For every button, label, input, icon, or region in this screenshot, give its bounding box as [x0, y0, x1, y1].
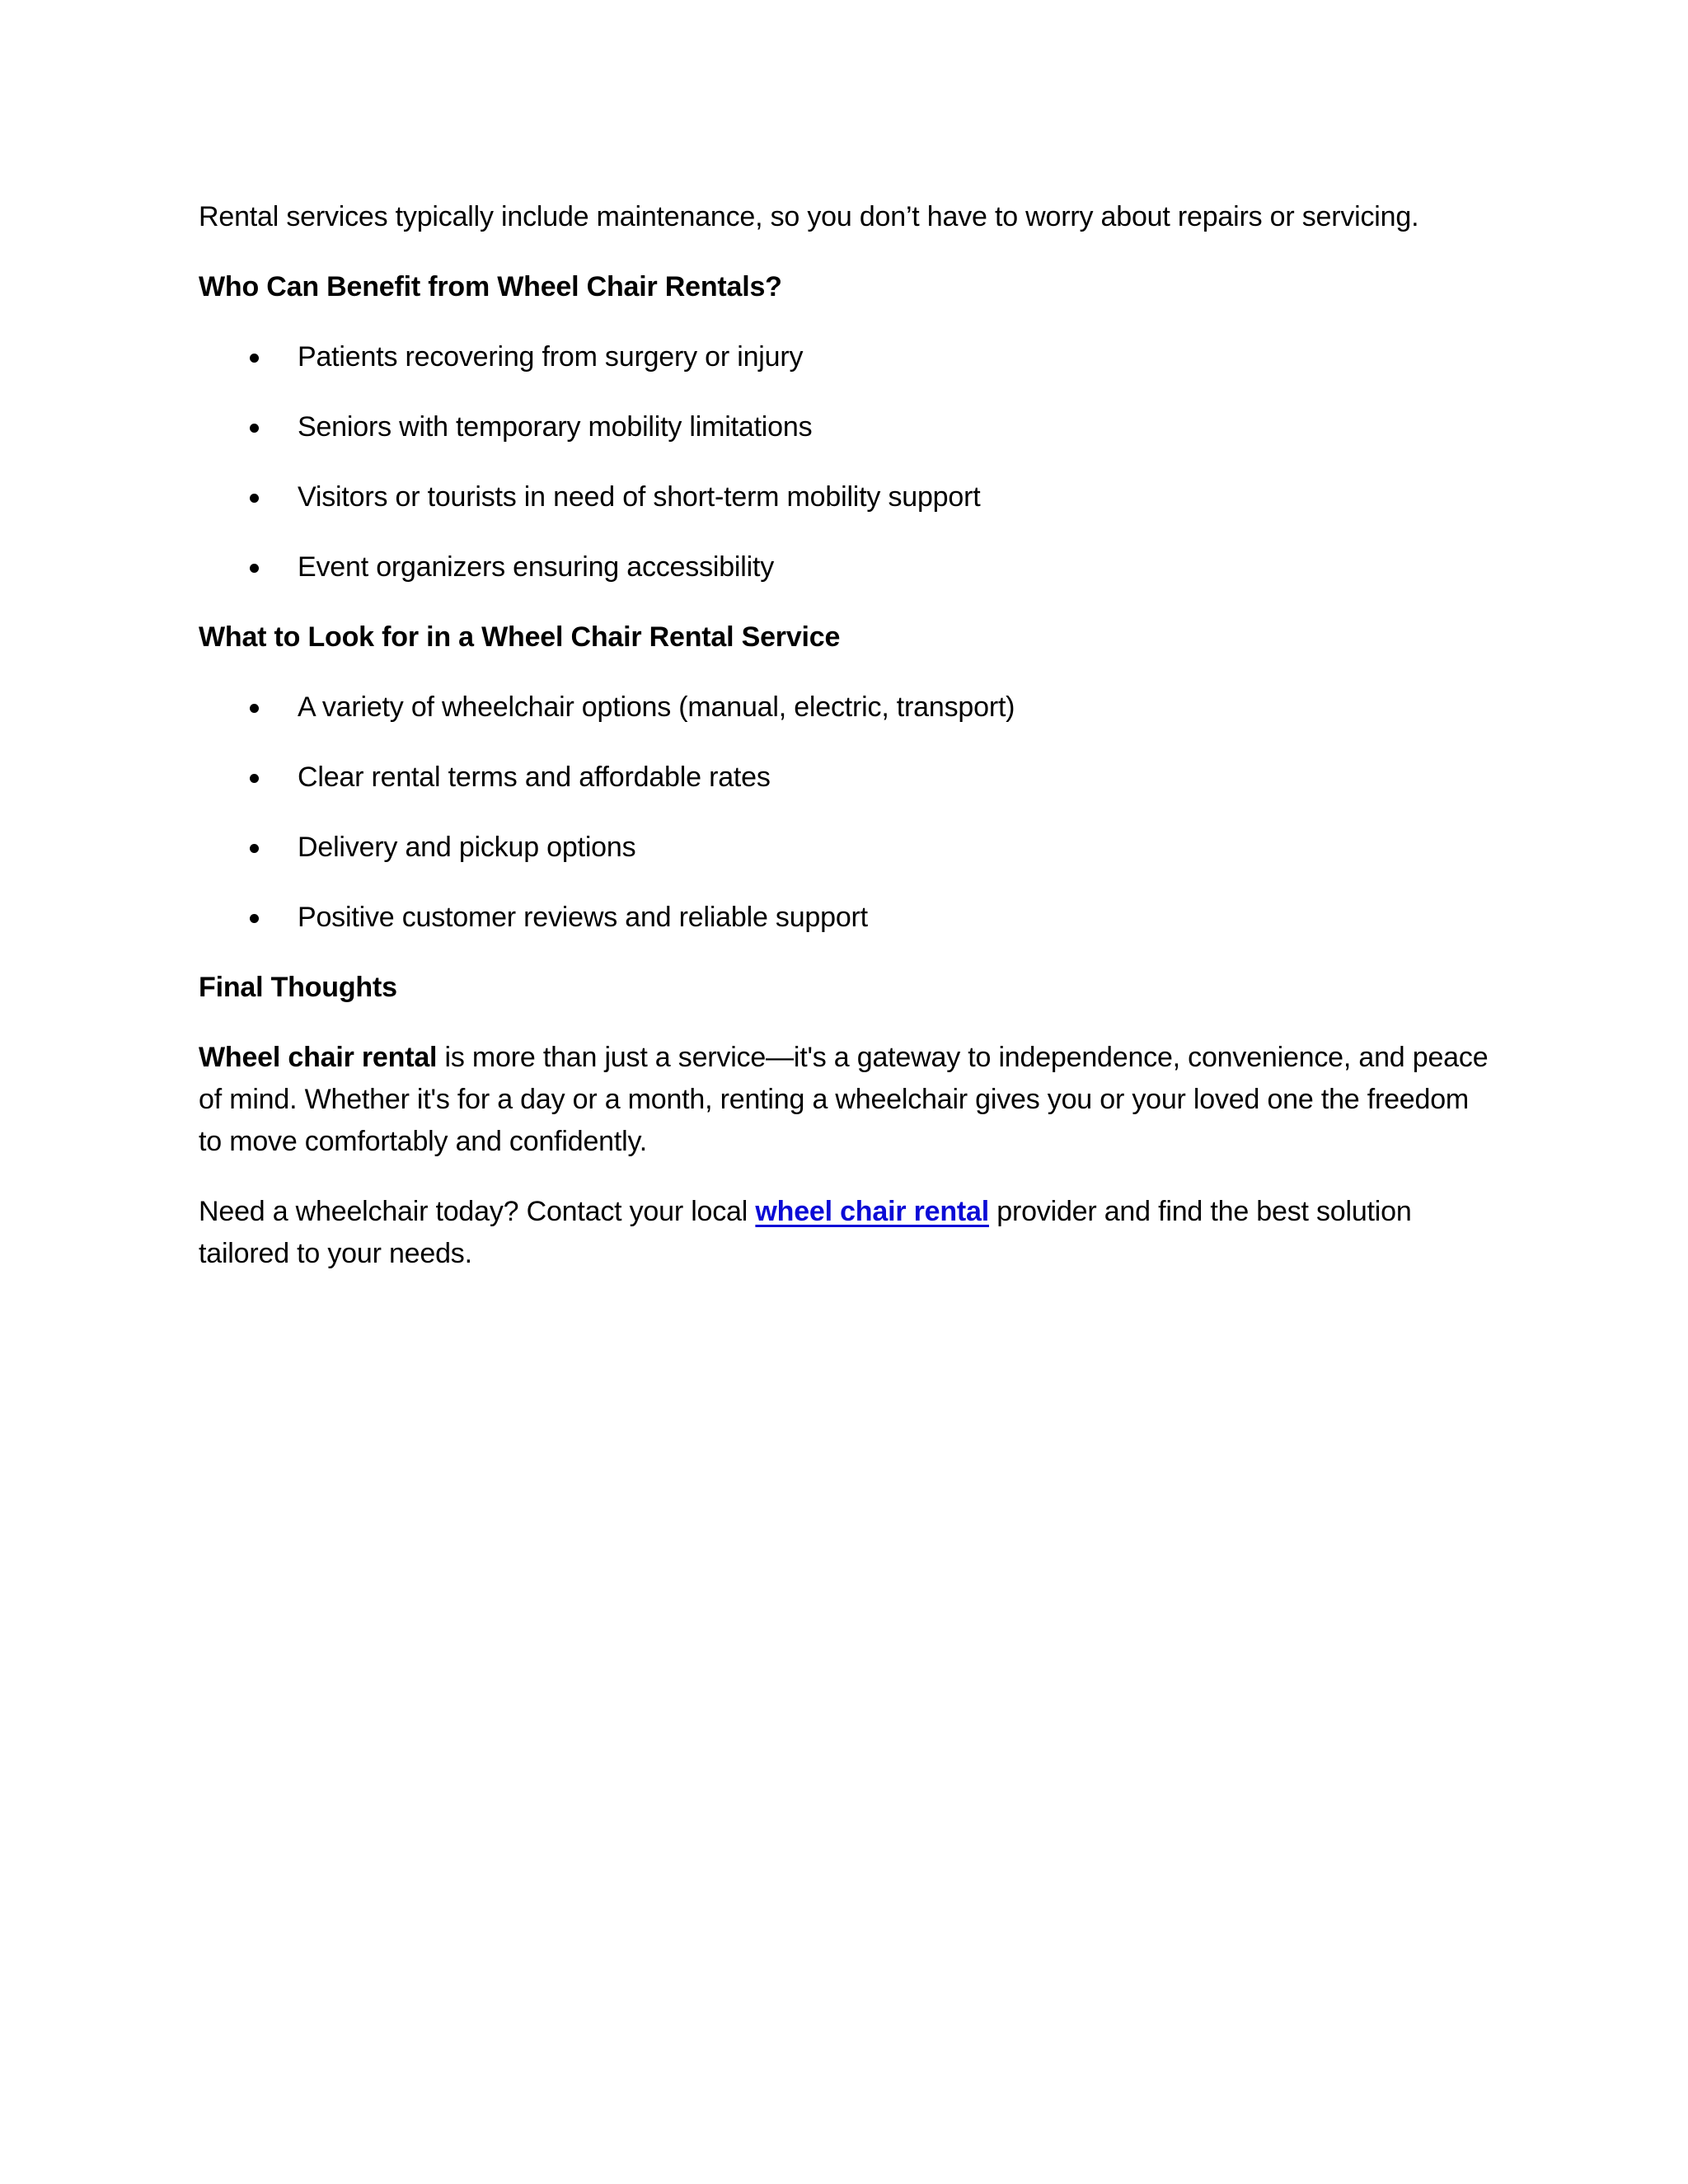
list-item-text: A variety of wheelchair options (manual, electric, transport) — [298, 691, 1015, 723]
list-item — [199, 757, 1493, 799]
benefit-list — [199, 336, 1493, 588]
list-item — [199, 827, 1493, 869]
heading-final-thoughts: Final Thoughts — [199, 972, 397, 1003]
bullet-icon — [250, 494, 259, 503]
bullet-icon — [250, 914, 259, 923]
wheel-chair-rental-link[interactable]: wheel chair rental — [755, 1196, 989, 1227]
bullet-icon — [250, 844, 259, 853]
list-item-text: Visitors or tourists in need of short-term mobility support — [298, 481, 981, 513]
list-item-text: Clear rental terms and affordable rates — [298, 762, 771, 793]
list-item-text: Delivery and pickup options — [298, 832, 636, 863]
list-item — [199, 476, 1493, 518]
bullet-icon — [250, 774, 259, 783]
list-item-text: Event organizers ensuring accessibility — [298, 551, 775, 583]
list-item-text: Patients recovering from surgery or injury — [298, 341, 804, 373]
intro-paragraph: Rental services typically include maintenance, so you don’t have to worry about repairs or servicing. — [199, 201, 1419, 232]
document-content — [199, 196, 1493, 1303]
list-item-text: Positive customer reviews and reliable support — [298, 902, 868, 933]
bullet-icon — [250, 424, 259, 433]
final-paragraph — [199, 1037, 1493, 1163]
bullet-icon — [250, 564, 259, 573]
final-paragraph-lead: Wheel chair rental — [199, 1042, 438, 1073]
list-item — [199, 406, 1493, 448]
lookfor-list — [199, 687, 1493, 939]
heading-what-to-look-for: What to Look for in a Wheel Chair Rental Service — [199, 621, 841, 653]
list-item — [199, 336, 1493, 378]
heading-who-can-benefit: Who Can Benefit from Wheel Chair Rentals? — [199, 271, 782, 302]
list-item — [199, 897, 1493, 939]
cta-text-after: provider and find the best solution tailored to your needs. — [199, 1196, 1412, 1269]
cta-paragraph — [199, 1191, 1493, 1275]
list-item-text: Seniors with temporary mobility limitations — [298, 411, 813, 443]
list-item — [199, 687, 1493, 729]
bullet-icon — [250, 704, 259, 713]
bullet-icon — [250, 354, 259, 363]
list-item — [199, 546, 1493, 588]
final-paragraph-rest: is more than just a service—it's a gateway to independence, convenience, and peace of mind. Whether it's for a day or a month, renting a wheelchair gives you or your loved one the freedom to move comfortably and confidently. — [199, 1042, 1489, 1157]
cta-text-before: Need a wheelchair today? Contact your local — [199, 1196, 756, 1227]
